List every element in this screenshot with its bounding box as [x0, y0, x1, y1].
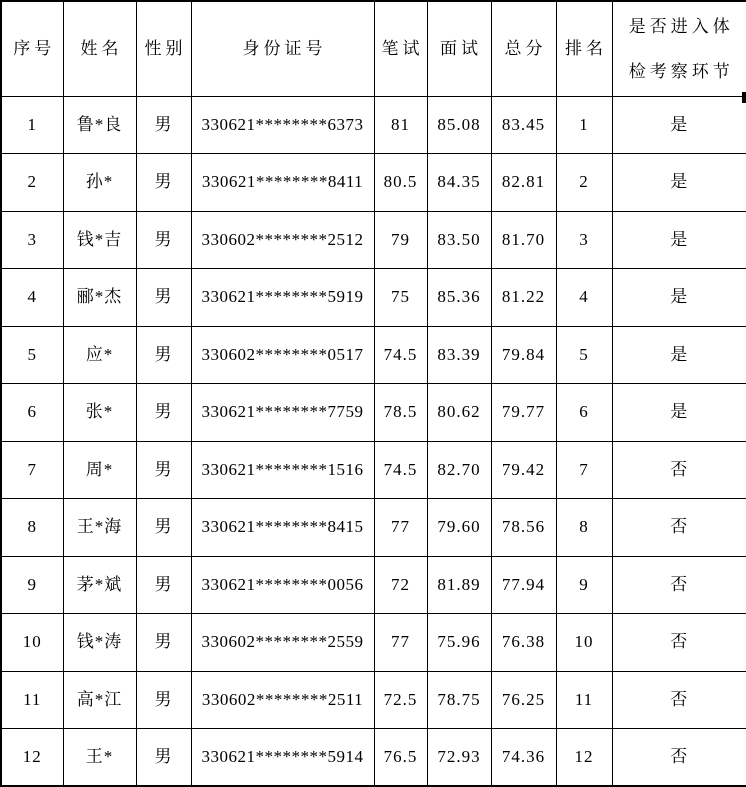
- header-row: [1, 1, 746, 96]
- cell-interview: 81.89: [427, 556, 491, 614]
- table-row: [1, 729, 746, 787]
- cell-interview: 78.75: [427, 671, 491, 729]
- cell-name: 钱*涛: [63, 614, 136, 672]
- header-written: 笔试: [374, 1, 427, 96]
- cell-written: 77: [374, 614, 427, 672]
- cell-gender: 男: [136, 671, 191, 729]
- cell-index: 1: [1, 96, 63, 154]
- cell-id_number: 330602********2511: [191, 671, 374, 729]
- cell-index: 7: [1, 441, 63, 499]
- cell-total: 79.84: [491, 326, 556, 384]
- cell-advance: 是: [612, 154, 746, 212]
- table-row: [1, 614, 746, 672]
- cell-written: 81: [374, 96, 427, 154]
- cell-gender: 男: [136, 96, 191, 154]
- cell-rank: 8: [556, 499, 612, 557]
- cell-total: 82.81: [491, 154, 556, 212]
- cell-advance: 是: [612, 326, 746, 384]
- cell-name: 茅*斌: [63, 556, 136, 614]
- cell-id_number: 330621********5919: [191, 269, 374, 327]
- header-advance: [612, 1, 746, 96]
- cell-total: 79.42: [491, 441, 556, 499]
- cell-id_number: 330621********8415: [191, 499, 374, 557]
- header-rank: 排名: [556, 1, 612, 96]
- cell-advance: 是: [612, 211, 746, 269]
- cell-gender: 男: [136, 614, 191, 672]
- cell-total: 78.56: [491, 499, 556, 557]
- table-row: [1, 671, 746, 729]
- cell-rank: 12: [556, 729, 612, 787]
- header-index: 序号: [1, 1, 63, 96]
- cell-interview: 82.70: [427, 441, 491, 499]
- cell-total: 76.38: [491, 614, 556, 672]
- cell-name: 张*: [63, 384, 136, 442]
- cell-advance: 否: [612, 441, 746, 499]
- cell-gender: 男: [136, 556, 191, 614]
- header-total: 总分: [491, 1, 556, 96]
- cell-total: 83.45: [491, 96, 556, 154]
- cell-rank: 6: [556, 384, 612, 442]
- cell-name: 郦*杰: [63, 269, 136, 327]
- cell-advance: 是: [612, 269, 746, 327]
- cell-advance: 否: [612, 671, 746, 729]
- header-id-number: 身份证号: [191, 1, 374, 96]
- cell-index: 12: [1, 729, 63, 787]
- cell-name: 鲁*良: [63, 96, 136, 154]
- cell-gender: 男: [136, 154, 191, 212]
- cell-interview: 83.39: [427, 326, 491, 384]
- cell-id_number: 330602********2559: [191, 614, 374, 672]
- cell-rank: 9: [556, 556, 612, 614]
- cell-id_number: 330621********1516: [191, 441, 374, 499]
- cell-written: 75: [374, 269, 427, 327]
- table-row: [1, 441, 746, 499]
- cell-interview: 84.35: [427, 154, 491, 212]
- cell-written: 72: [374, 556, 427, 614]
- cell-rank: 7: [556, 441, 612, 499]
- table-row: [1, 269, 746, 327]
- cell-id_number: 330602********0517: [191, 326, 374, 384]
- cell-rank: 5: [556, 326, 612, 384]
- table-row: [1, 211, 746, 269]
- cell-gender: 男: [136, 384, 191, 442]
- cell-gender: 男: [136, 269, 191, 327]
- table-row: [1, 556, 746, 614]
- cell-index: 4: [1, 269, 63, 327]
- cell-index: 10: [1, 614, 63, 672]
- cell-name: 王*: [63, 729, 136, 787]
- cell-total: 81.22: [491, 269, 556, 327]
- cell-rank: 4: [556, 269, 612, 327]
- cell-interview: 80.62: [427, 384, 491, 442]
- table-row: [1, 154, 746, 212]
- table-row: [1, 96, 746, 154]
- cell-written: 80.5: [374, 154, 427, 212]
- cell-gender: 男: [136, 326, 191, 384]
- cell-index: 9: [1, 556, 63, 614]
- cell-index: 8: [1, 499, 63, 557]
- cell-interview: 79.60: [427, 499, 491, 557]
- table-row: [1, 384, 746, 442]
- cell-name: 孙*: [63, 154, 136, 212]
- right-edge-mark: [742, 92, 746, 103]
- table-header: [1, 1, 746, 96]
- cell-written: 78.5: [374, 384, 427, 442]
- cell-rank: 10: [556, 614, 612, 672]
- cell-name: 钱*吉: [63, 211, 136, 269]
- cell-written: 74.5: [374, 326, 427, 384]
- cell-name: 高*江: [63, 671, 136, 729]
- header-gender: 性别: [136, 1, 191, 96]
- cell-total: 74.36: [491, 729, 556, 787]
- cell-advance: 否: [612, 729, 746, 787]
- table-row: [1, 326, 746, 384]
- header-name: 姓名: [63, 1, 136, 96]
- cell-index: 11: [1, 671, 63, 729]
- cell-index: 2: [1, 154, 63, 212]
- cell-rank: 2: [556, 154, 612, 212]
- cell-name: 周*: [63, 441, 136, 499]
- table-row: [1, 499, 746, 557]
- cell-id_number: 330621********6373: [191, 96, 374, 154]
- cell-id_number: 330621********0056: [191, 556, 374, 614]
- cell-interview: 83.50: [427, 211, 491, 269]
- cell-rank: 11: [556, 671, 612, 729]
- cell-interview: 75.96: [427, 614, 491, 672]
- cell-index: 5: [1, 326, 63, 384]
- header-advance-line2: 检考察环节: [613, 49, 746, 94]
- cell-total: 77.94: [491, 556, 556, 614]
- cell-interview: 85.08: [427, 96, 491, 154]
- cell-id_number: 330602********2512: [191, 211, 374, 269]
- cell-rank: 3: [556, 211, 612, 269]
- cell-advance: 是: [612, 96, 746, 154]
- header-advance-line1: 是否进入体: [613, 4, 746, 49]
- cell-advance: 是: [612, 384, 746, 442]
- cell-advance: 否: [612, 499, 746, 557]
- cell-written: 77: [374, 499, 427, 557]
- cell-gender: 男: [136, 441, 191, 499]
- cell-gender: 男: [136, 211, 191, 269]
- cell-written: 79: [374, 211, 427, 269]
- table-body: [1, 96, 746, 786]
- cell-id_number: 330621********5914: [191, 729, 374, 787]
- cell-gender: 男: [136, 499, 191, 557]
- cell-name: 应*: [63, 326, 136, 384]
- cell-total: 81.70: [491, 211, 556, 269]
- cell-written: 74.5: [374, 441, 427, 499]
- cell-total: 79.77: [491, 384, 556, 442]
- cell-total: 76.25: [491, 671, 556, 729]
- cell-written: 76.5: [374, 729, 427, 787]
- cell-rank: 1: [556, 96, 612, 154]
- cell-id_number: 330621********7759: [191, 384, 374, 442]
- cell-index: 3: [1, 211, 63, 269]
- header-interview: 面试: [427, 1, 491, 96]
- cell-id_number: 330621********8411: [191, 154, 374, 212]
- cell-advance: 否: [612, 556, 746, 614]
- cell-gender: 男: [136, 729, 191, 787]
- cell-written: 72.5: [374, 671, 427, 729]
- cell-interview: 85.36: [427, 269, 491, 327]
- cell-index: 6: [1, 384, 63, 442]
- cell-name: 王*海: [63, 499, 136, 557]
- cell-interview: 72.93: [427, 729, 491, 787]
- cell-advance: 否: [612, 614, 746, 672]
